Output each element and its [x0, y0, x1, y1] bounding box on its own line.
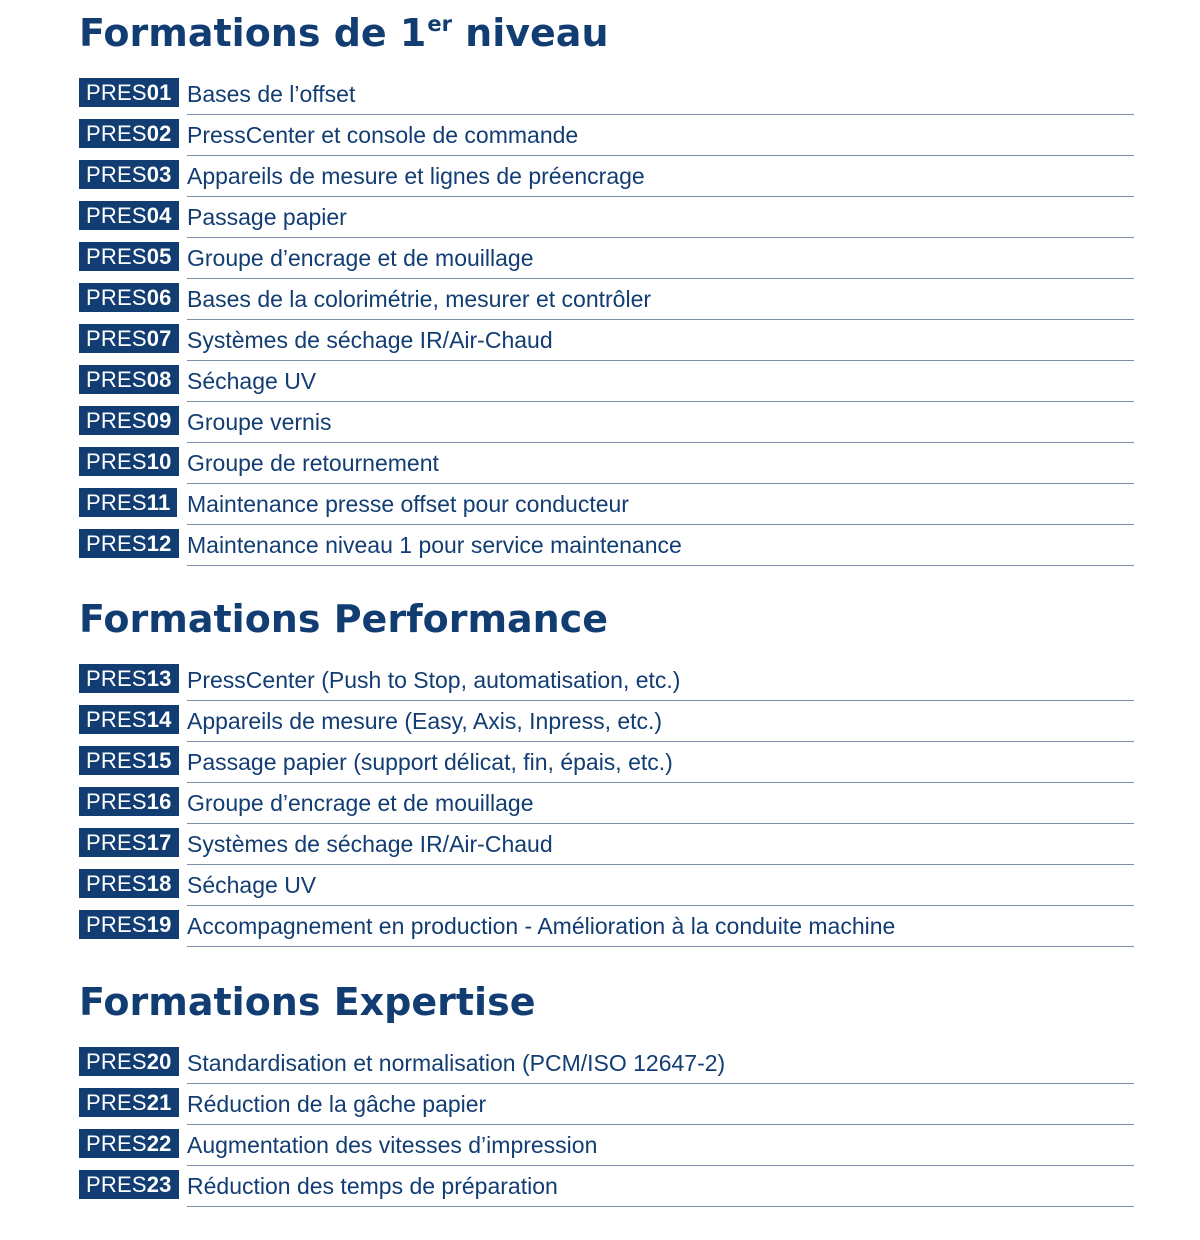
course-code-badge — [79, 1088, 179, 1117]
course-code-number: 04 — [146, 203, 172, 228]
course-row — [79, 443, 1134, 484]
course-code-badge — [79, 78, 179, 107]
course-code-number: 23 — [146, 1172, 172, 1197]
course-code-prefix: PRES — [86, 244, 147, 269]
course-code-prefix: PRES — [86, 1090, 147, 1115]
course-code-prefix: PRES — [86, 707, 147, 732]
course-row — [79, 279, 1134, 320]
course-code-prefix: PRES — [86, 326, 147, 351]
course-code-number: 15 — [146, 748, 172, 773]
section-title-text: Formations Expertise — [79, 980, 536, 1024]
course-row — [79, 484, 1134, 525]
course-row — [79, 906, 1134, 947]
course-code-number: 17 — [146, 830, 172, 855]
course-code-badge — [79, 242, 179, 271]
course-code-prefix: PRES — [86, 203, 147, 228]
section-first-level — [79, 8, 1134, 566]
course-code-prefix: PRES — [86, 748, 147, 773]
course-code-badge — [79, 529, 179, 558]
course-title: Bases de la colorimétrie, mesurer et contrôler — [187, 279, 1134, 320]
course-row — [79, 115, 1134, 156]
course-list — [79, 1043, 1134, 1207]
course-row — [79, 156, 1134, 197]
course-title: Standardisation et normalisation (PCM/ISO 12647-2) — [187, 1043, 1134, 1084]
course-code-number: 03 — [146, 162, 172, 187]
course-code-number: 07 — [146, 326, 172, 351]
section-title-superscript: er — [427, 12, 452, 36]
course-code-badge — [79, 160, 179, 189]
course-title: Augmentation des vitesses d’impression — [187, 1125, 1134, 1166]
course-code-number: 02 — [146, 121, 172, 146]
course-code-prefix: PRES — [86, 871, 147, 896]
course-code-prefix: PRES — [86, 789, 147, 814]
course-code-number: 01 — [146, 80, 172, 105]
course-title: Accompagnement en production - Amélioration à la conduite machine — [187, 906, 1134, 947]
course-title: Maintenance presse offset pour conducteur — [187, 484, 1134, 525]
section-expertise — [79, 977, 1134, 1207]
course-code-badge — [79, 324, 179, 353]
course-title: PressCenter et console de commande — [187, 115, 1134, 156]
course-code-prefix: PRES — [86, 490, 147, 515]
course-code-badge — [79, 1047, 179, 1076]
course-row — [79, 824, 1134, 865]
course-code-number: 21 — [146, 1090, 172, 1115]
course-code-number: 08 — [146, 367, 172, 392]
course-row — [79, 742, 1134, 783]
course-title: Appareils de mesure et lignes de préencrage — [187, 156, 1134, 197]
course-code-number: 14 — [146, 707, 172, 732]
course-code-prefix: PRES — [86, 531, 147, 556]
course-code-prefix: PRES — [86, 162, 147, 187]
course-row — [79, 783, 1134, 824]
course-code-badge — [79, 869, 179, 898]
course-code-number: 05 — [146, 244, 172, 269]
course-code-prefix: PRES — [86, 830, 147, 855]
course-code-number: 12 — [146, 531, 172, 556]
course-title: Systèmes de séchage IR/Air-Chaud — [187, 320, 1134, 361]
course-title: Séchage UV — [187, 865, 1134, 906]
course-title: Systèmes de séchage IR/Air-Chaud — [187, 824, 1134, 865]
course-code-number: 22 — [146, 1131, 172, 1156]
course-code-badge — [79, 447, 179, 476]
section-title — [79, 977, 1134, 1027]
course-row — [79, 238, 1134, 279]
course-code-number: 09 — [146, 408, 172, 433]
course-code-prefix: PRES — [86, 1131, 147, 1156]
course-title: Appareils de mesure (Easy, Axis, Inpress, etc.) — [187, 701, 1134, 742]
course-code-badge — [79, 488, 177, 517]
course-code-badge — [79, 910, 179, 939]
course-code-prefix: PRES — [86, 285, 147, 310]
course-title: Groupe de retournement — [187, 443, 1134, 484]
course-row — [79, 74, 1134, 115]
course-code-number: 16 — [146, 789, 172, 814]
course-code-badge — [79, 201, 179, 230]
course-code-badge — [79, 664, 179, 693]
course-title: Réduction des temps de préparation — [187, 1166, 1134, 1207]
course-title: Passage papier — [187, 197, 1134, 238]
course-code-prefix: PRES — [86, 367, 147, 392]
course-list — [79, 74, 1134, 566]
course-code-badge — [79, 787, 179, 816]
course-title: Réduction de la gâche papier — [187, 1084, 1134, 1125]
course-row — [79, 1084, 1134, 1125]
section-title — [79, 8, 1134, 58]
course-code-badge — [79, 828, 179, 857]
course-code-number: 20 — [146, 1049, 172, 1074]
course-code-prefix: PRES — [86, 121, 147, 146]
course-code-prefix: PRES — [86, 1172, 147, 1197]
course-list — [79, 660, 1134, 947]
course-row — [79, 320, 1134, 361]
course-row — [79, 660, 1134, 701]
course-code-number: 19 — [146, 912, 172, 937]
course-row — [79, 197, 1134, 238]
course-code-prefix: PRES — [86, 449, 147, 474]
course-row — [79, 525, 1134, 566]
course-title: Passage papier (support délicat, fin, épais, etc.) — [187, 742, 1134, 783]
course-row — [79, 402, 1134, 443]
course-title: Groupe vernis — [187, 402, 1134, 443]
course-code-prefix: PRES — [86, 666, 147, 691]
course-row — [79, 1166, 1134, 1207]
course-code-prefix: PRES — [86, 408, 147, 433]
course-row — [79, 361, 1134, 402]
section-performance — [79, 594, 1134, 947]
course-code-number: 13 — [146, 666, 172, 691]
course-code-prefix: PRES — [86, 80, 147, 105]
section-title-tail: niveau — [451, 11, 609, 55]
course-title: Bases de l’offset — [187, 74, 1134, 115]
course-row — [79, 1125, 1134, 1166]
course-row — [79, 701, 1134, 742]
course-code-badge — [79, 119, 179, 148]
course-title: Séchage UV — [187, 361, 1134, 402]
course-code-badge — [79, 1129, 179, 1158]
course-code-number: 10 — [146, 449, 172, 474]
course-title: Groupe d’encrage et de mouillage — [187, 238, 1134, 279]
section-title — [79, 594, 1134, 644]
course-code-badge — [79, 365, 179, 394]
course-title: Groupe d’encrage et de mouillage — [187, 783, 1134, 824]
course-code-badge — [79, 746, 179, 775]
course-code-badge — [79, 283, 179, 312]
course-title: Maintenance niveau 1 pour service maintenance — [187, 525, 1134, 566]
course-code-number: 11 — [146, 490, 171, 515]
course-code-badge — [79, 1170, 179, 1199]
course-code-number: 06 — [146, 285, 172, 310]
course-row — [79, 1043, 1134, 1084]
course-code-number: 18 — [146, 871, 172, 896]
course-code-badge — [79, 705, 179, 734]
course-code-badge — [79, 406, 179, 435]
course-code-prefix: PRES — [86, 1049, 147, 1074]
section-title-text: Formations de 1 — [79, 11, 427, 55]
course-row — [79, 865, 1134, 906]
course-code-prefix: PRES — [86, 912, 147, 937]
section-title-text: Formations Performance — [79, 597, 609, 641]
course-title: PressCenter (Push to Stop, automatisation, etc.) — [187, 660, 1134, 701]
